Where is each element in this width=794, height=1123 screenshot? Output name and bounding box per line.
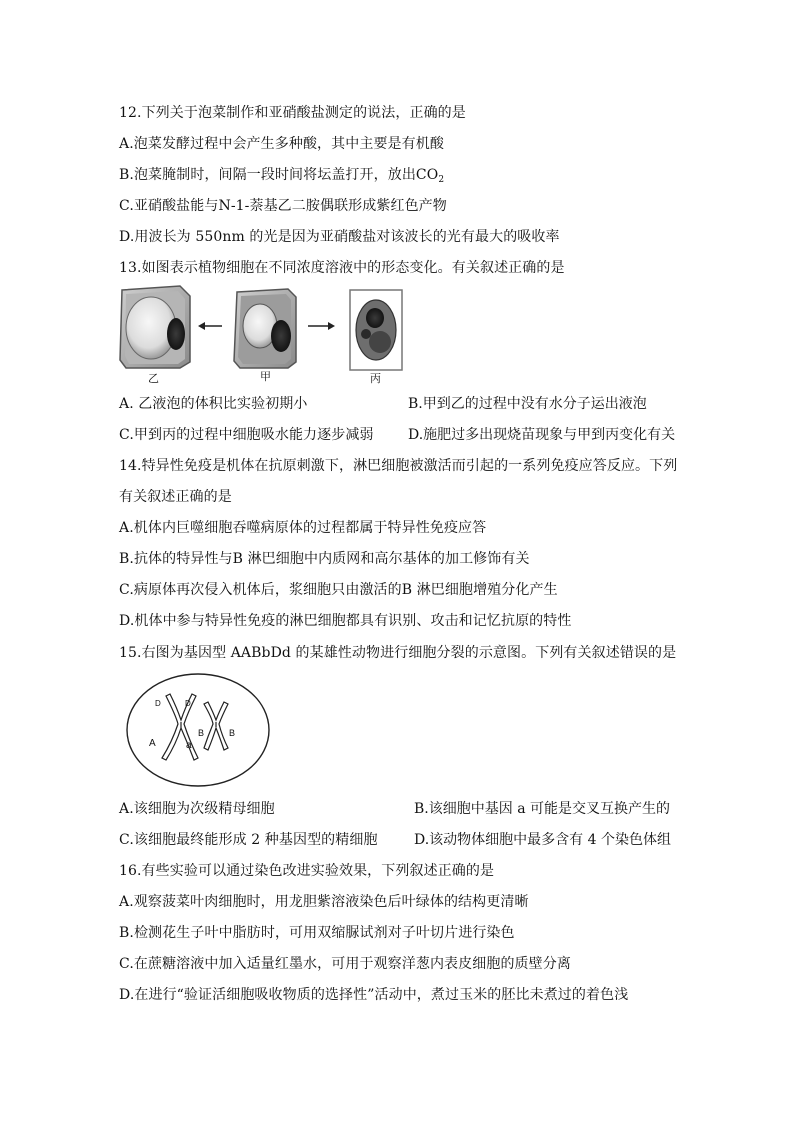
q14-option-a: A.机体内巨噬细胞吞噬病原体的过程都属于特异性免疫应答 bbox=[119, 520, 487, 536]
gene-label-b1: B bbox=[198, 728, 205, 738]
q15-option-d: D.该动物体细胞中最多含有 4 个染色体组 bbox=[414, 832, 671, 848]
q15-option-c: C.该细胞最终能形成 2 种基因型的精细胞 bbox=[119, 832, 378, 848]
q16-option-b: B.检测花生子叶中脂肪时，可用双缩脲试剂对子叶切片进行染色 bbox=[119, 925, 515, 941]
q13-option-b: B.甲到乙的过程中没有水分子运出液泡 bbox=[408, 396, 647, 412]
gene-label-a-upper: A bbox=[149, 738, 156, 749]
arrow-right-icon bbox=[308, 322, 335, 330]
cell-bing bbox=[350, 290, 402, 370]
q13-option-a: A. 乙液泡的体积比实验初期小 bbox=[119, 396, 308, 412]
q15-option-a: A.该细胞为次级精母细胞 bbox=[119, 801, 275, 817]
q12-option-c: C.亚硝酸盐能与N-1-萘基乙二胺偶联形成紫红色产物 bbox=[119, 198, 447, 214]
q16-option-d: D.在进行“验证活细胞吸收物质的选择性”活动中，煮过玉米的胚比未煮过的着色浅 bbox=[119, 987, 629, 1003]
q13-option-c: C.甲到丙的过程中细胞吸水能力逐步减弱 bbox=[119, 427, 374, 443]
q16-option-c: C.在蔗糖溶液中加入适量红墨水，可用于观察洋葱内表皮细胞的质壁分离 bbox=[119, 956, 571, 972]
q13-stem: 13.如图表示植物细胞在不同浓度溶液中的形态变化。有关叙述正确的是 bbox=[119, 260, 565, 276]
q14-option-c: C.病原体再次侵入机体后，浆细胞只由激活的B 淋巴细胞增殖分化产生 bbox=[119, 582, 558, 598]
q12-stem: 12.下列关于泡菜制作和亚硝酸盐测定的说法，正确的是 bbox=[119, 105, 466, 121]
q16-stem: 16.有些实验可以通过染色改进实验效果，下列叙述正确的是 bbox=[119, 863, 495, 879]
q12-option-b-subscript: 2 bbox=[438, 175, 445, 185]
q12-option-d: D.用波长为 550nm 的光是因为亚硝酸盐对该波长的光有最大的吸收率 bbox=[119, 229, 560, 245]
gene-label-a-lower: a bbox=[186, 740, 192, 751]
q12-option-a: A.泡菜发酵过程中会产生多种酸，其中主要是有机酸 bbox=[119, 136, 444, 152]
q12-option-b bbox=[119, 167, 444, 183]
caption-bing: 丙 bbox=[370, 372, 381, 385]
q15-stem: 15.右图为基因型 AABbDd 的某雄性动物进行细胞分裂的示意图。下列有关叙述错误的是 bbox=[119, 645, 677, 661]
gene-label-d2: D bbox=[185, 699, 191, 708]
q15-cell-division-figure bbox=[124, 672, 274, 792]
q16-option-a: A.观察菠菜叶肉细胞时，用龙胆紫溶液染色后叶绿体的结构更清晰 bbox=[119, 894, 529, 910]
gene-label-b2: B bbox=[229, 728, 236, 738]
gene-label-d1: D bbox=[155, 699, 161, 708]
q15-option-b: B.该细胞中基因 a 可能是交叉互换产生的 bbox=[414, 801, 670, 817]
caption-yi: 乙 bbox=[148, 372, 159, 385]
q12-option-b-text: B.泡菜腌制时，间隔一段时间将坛盖打开，放出CO bbox=[119, 167, 439, 183]
q14-stem-line1: 14.特异性免疫是机体在抗原刺激下，淋巴细胞被激活而引起的一系列免疫应答反应。下列 bbox=[119, 458, 678, 474]
cell-yi bbox=[120, 286, 190, 368]
q14-option-d: D.机体中参与特异性免疫的淋巴细胞都具有识别、攻击和记忆抗原的特性 bbox=[119, 613, 572, 629]
caption-jia: 甲 bbox=[260, 370, 271, 383]
arrow-left-icon bbox=[198, 322, 222, 330]
q13-option-d: D.施肥过多出现烧苗现象与甲到丙变化有关 bbox=[408, 427, 676, 443]
q14-option-b: B.抗体的特异性与B 淋巴细胞中内质网和高尔基体的加工修饰有关 bbox=[119, 551, 530, 567]
q14-stem-line2: 有关叙述正确的是 bbox=[119, 489, 232, 505]
cell-jia bbox=[234, 289, 296, 368]
